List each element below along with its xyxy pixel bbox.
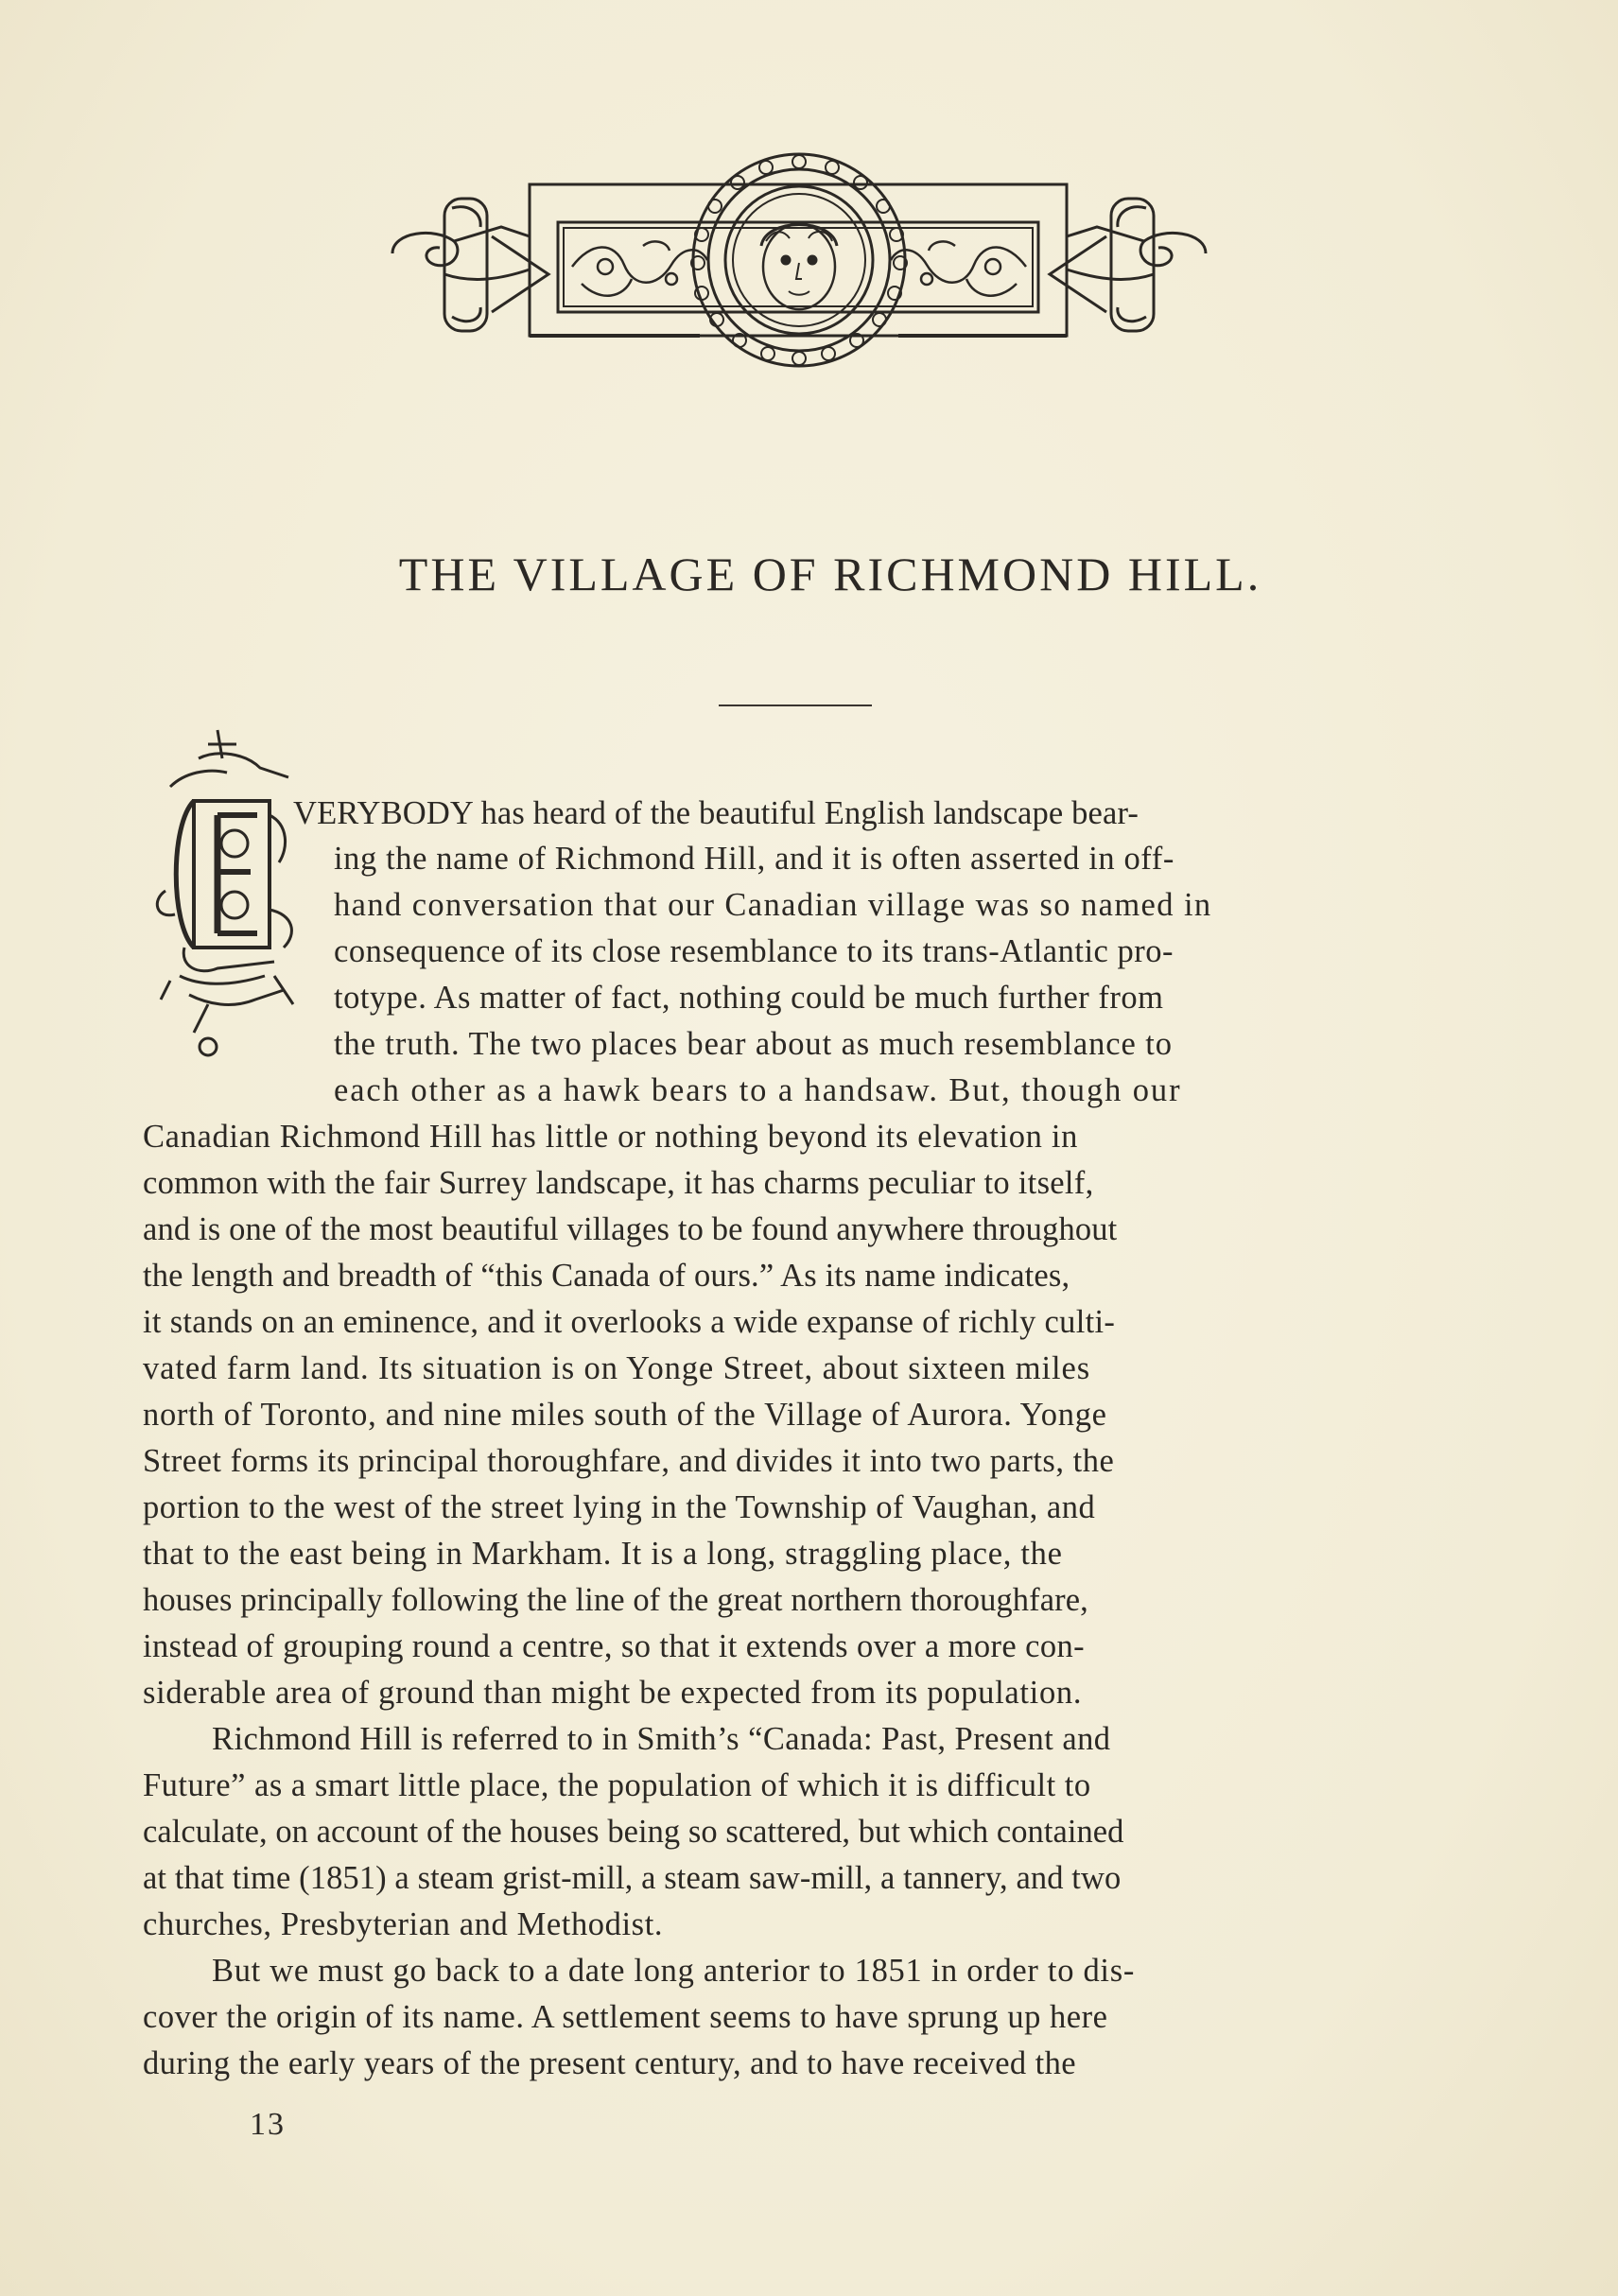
text-line: calculate, on account of the houses being so scattered, but which contained — [143, 1814, 1124, 1850]
decorated-initial-e-icon — [151, 721, 312, 1066]
text-line: it stands on an eminence, and it overlooks a wide expanse of richly culti- — [143, 1304, 1116, 1340]
text-line: ing the name of Richmond Hill, and it is often asserted in off- — [334, 841, 1174, 877]
text-line: cover the origin of its name. A settlement seems to have sprung up here — [143, 1999, 1108, 2035]
text-line: consequence of its close resemblance to its trans-Atlantic pro- — [334, 933, 1174, 969]
text-line: Canadian Richmond Hill has little or nothing beyond its elevation in — [143, 1119, 1078, 1155]
text-line: and is one of the most beautiful villages to be found anywhere throughout — [143, 1211, 1118, 1247]
text-line: north of Toronto, and nine miles south of the Village of Aurora. Yonge — [143, 1397, 1107, 1433]
text-line: common with the fair Surrey landscape, it has charms peculiar to itself, — [143, 1165, 1094, 1201]
text-line: VERYBODY has heard of the beautiful English landscape bear- — [293, 795, 1140, 831]
text-line: the length and breadth of “this Canada of ours.” As its name indicates, — [143, 1258, 1070, 1294]
text-line: totype. As matter of fact, nothing could be much further from — [334, 980, 1164, 1016]
text-line: Street forms its principal thoroughfare, and divides it into two parts, the — [143, 1443, 1115, 1479]
text-line: each other as a hawk bears to a handsaw. But, though our — [334, 1072, 1182, 1108]
text-line: during the early years of the present century, and to have received the — [143, 2045, 1076, 2081]
text-line: at that time (1851) a steam grist-mill, a steam saw-mill, a tannery, and two — [143, 1860, 1122, 1896]
text-line: Future” as a smart little place, the population of which it is difficult to — [143, 1767, 1091, 1803]
text-line: instead of grouping round a centre, so that it extends over a more con- — [143, 1628, 1086, 1664]
text-line: Richmond Hill is referred to in Smith’s “Canada: Past, Present and — [212, 1721, 1111, 1757]
text-line: But we must go back to a date long anterior to 1851 in order to dis- — [212, 1953, 1136, 1989]
text-line: siderable area of ground than might be expected from its population. — [143, 1675, 1083, 1711]
text-line: houses principally following the line of the great northern thoroughfare, — [143, 1582, 1088, 1618]
chapter-title: THE VILLAGE OF RICHMOND HILL. — [398, 548, 1262, 600]
text-line: vated farm land. Its situation is on Yonge Street, about sixteen miles — [143, 1350, 1091, 1386]
title-divider — [719, 704, 872, 706]
headpiece-ornament-icon — [388, 151, 1210, 378]
page-number: 13 — [250, 2107, 286, 2142]
text-line: the truth. The two places bear about as much resemblance to — [334, 1026, 1173, 1062]
text-line: portion to the west of the street lying in the Township of Vaughan, and — [143, 1489, 1096, 1525]
text-line: churches, Presbyterian and Methodist. — [143, 1906, 664, 1942]
text-line: hand conversation that our Canadian village was so named in — [334, 887, 1212, 923]
text-line: that to the east being in Markham. It is a long, straggling place, the — [143, 1536, 1063, 1572]
